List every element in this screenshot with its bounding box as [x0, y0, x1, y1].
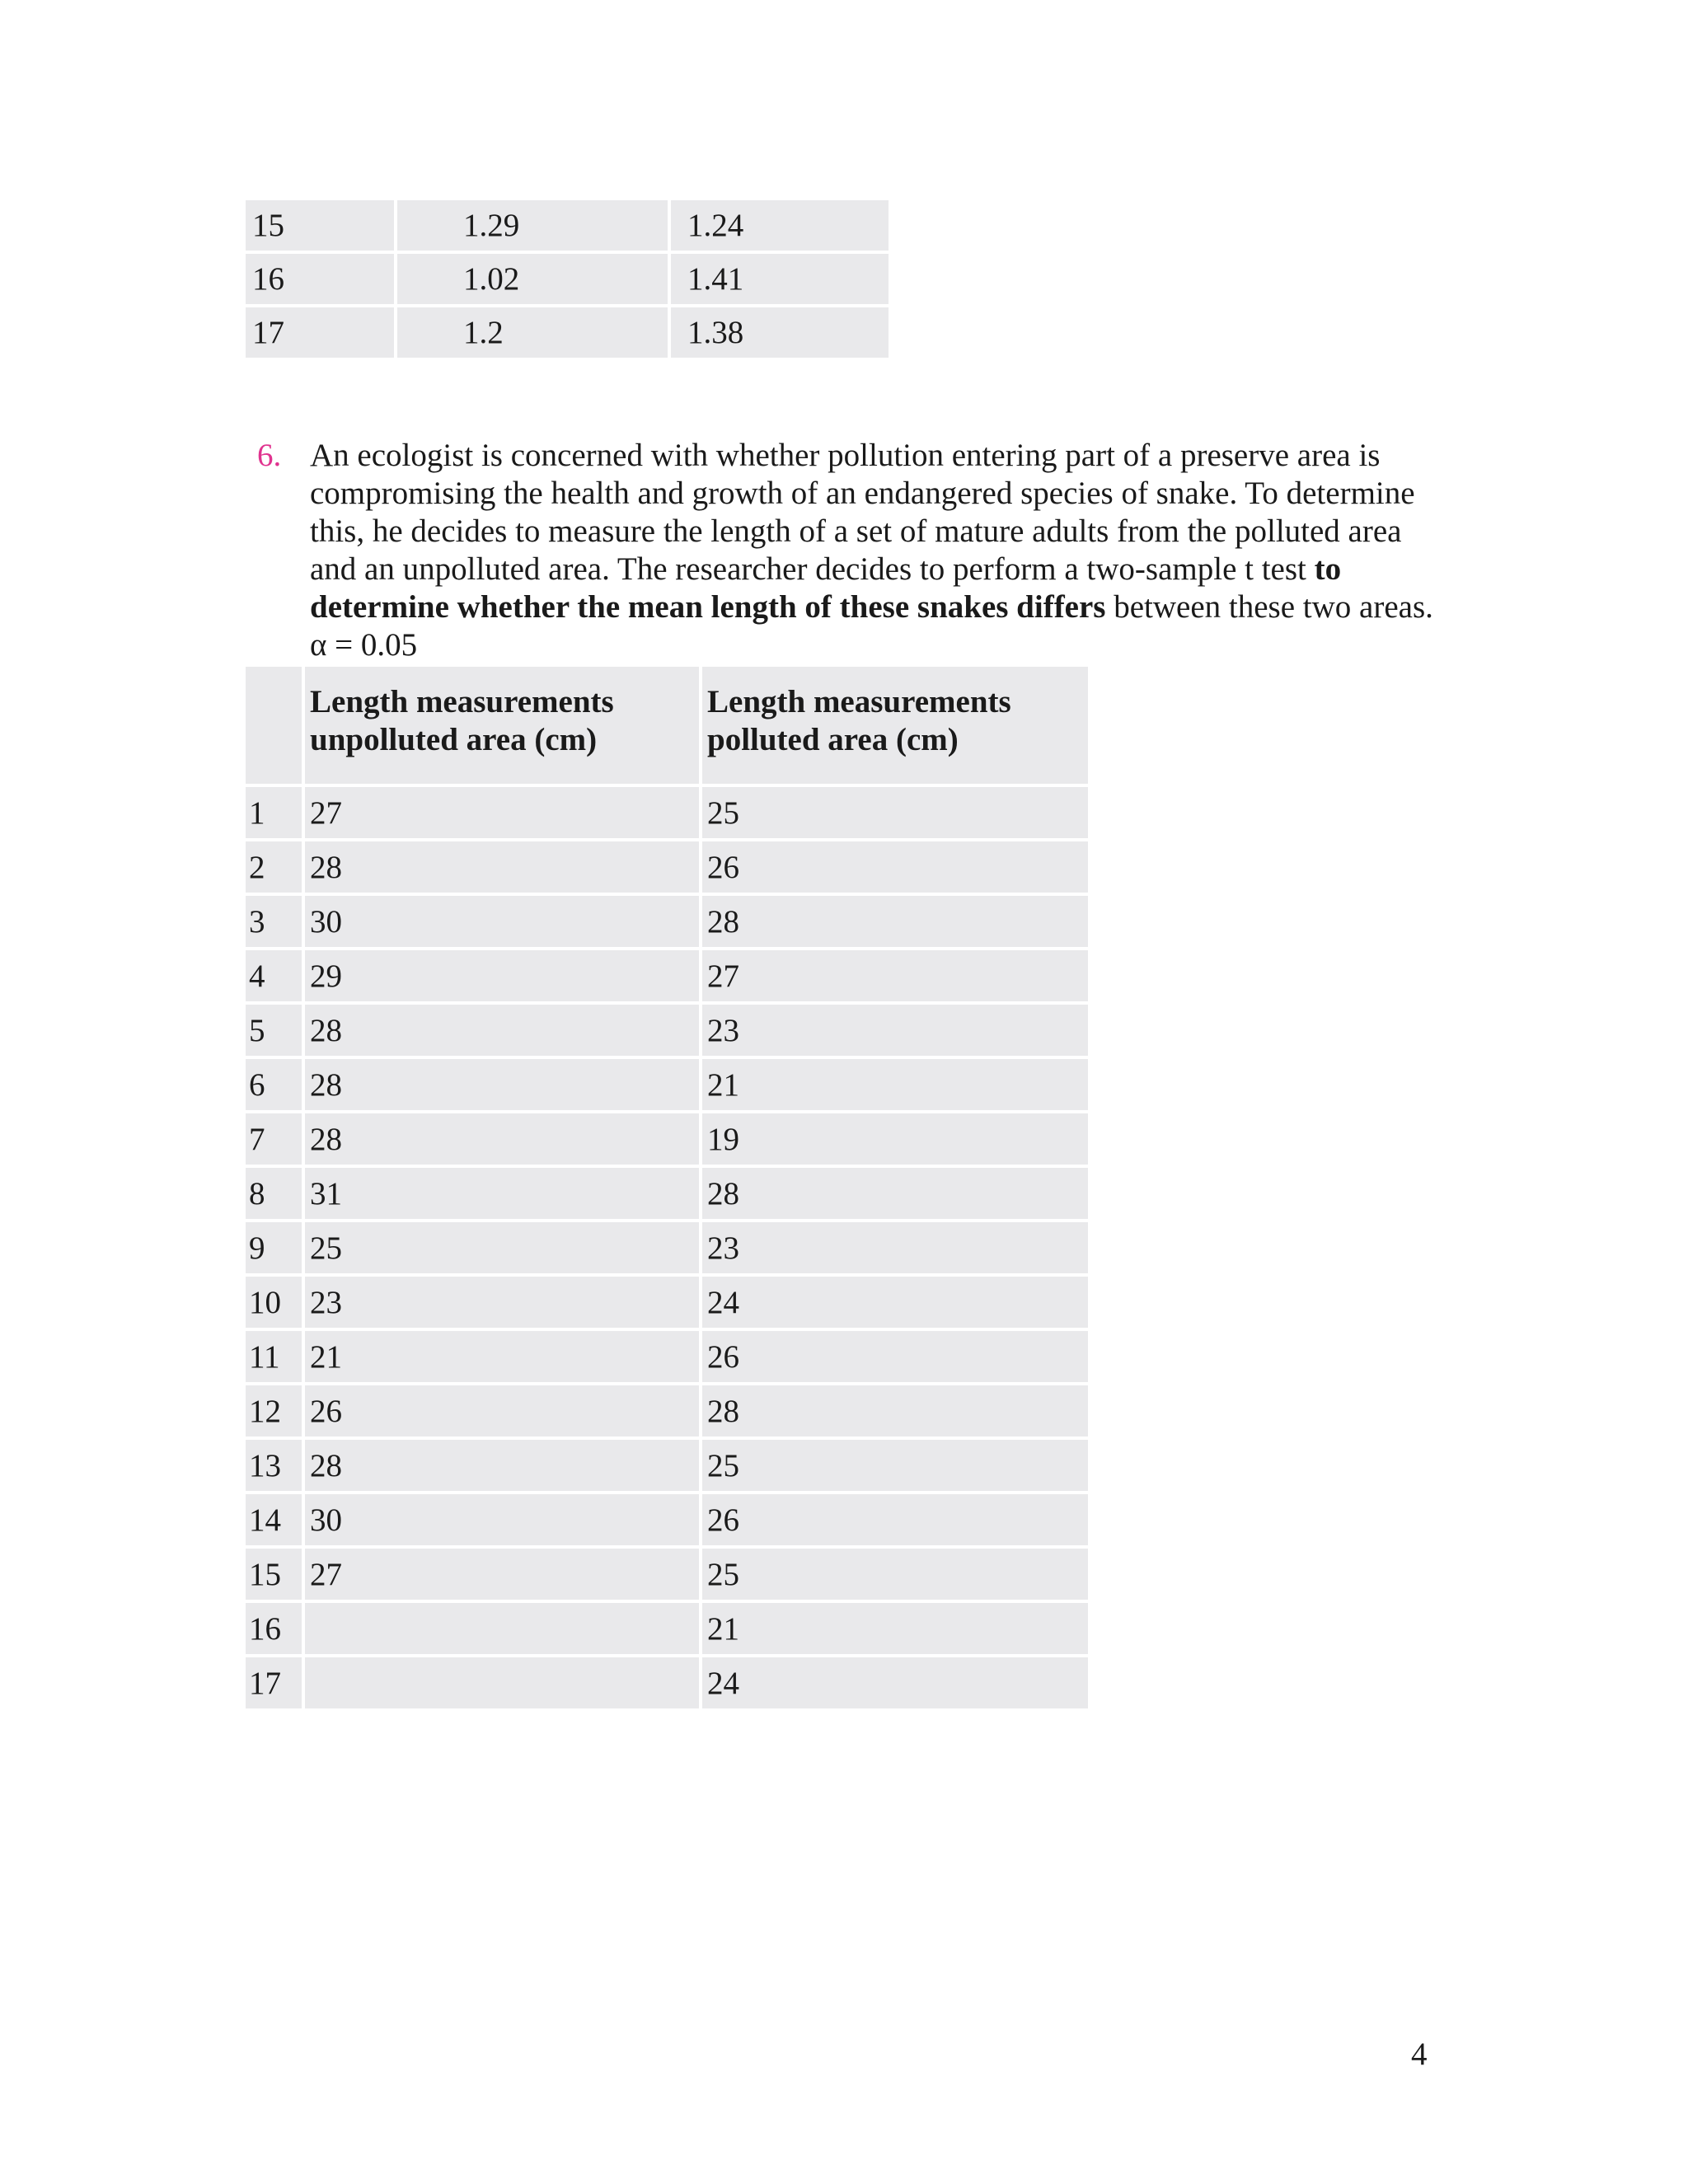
row-index-cell: 17	[246, 1657, 302, 1708]
table-cell: 16	[246, 254, 394, 304]
polluted-length-cell: 25	[702, 1549, 1088, 1600]
row-index-cell: 2	[246, 841, 302, 893]
unpolluted-length-cell: 28	[305, 1113, 699, 1165]
polluted-length-cell: 24	[702, 1657, 1088, 1708]
snake-length-table	[242, 663, 1091, 1712]
header-cell-index	[246, 667, 302, 784]
polluted-length-cell: 21	[702, 1059, 1088, 1110]
polluted-length-cell: 23	[702, 1222, 1088, 1273]
header-cell-polluted: Length measurements polluted area (cm)	[702, 667, 1088, 784]
table-row	[246, 254, 889, 304]
page-number: 4	[1411, 2036, 1428, 2072]
row-index-cell: 3	[246, 896, 302, 947]
row-index-cell: 5	[246, 1005, 302, 1056]
table-row	[246, 950, 1088, 1001]
unpolluted-length-cell: 27	[305, 787, 699, 838]
question-text-bold: to determine whether the mean length of these snakes differs	[310, 551, 1342, 625]
row-index-cell: 9	[246, 1222, 302, 1273]
table-row	[246, 200, 889, 251]
table-cell: 15	[246, 200, 394, 251]
unpolluted-length-cell: 23	[305, 1277, 699, 1328]
unpolluted-length-cell: 30	[305, 1494, 699, 1545]
row-index-cell: 4	[246, 950, 302, 1001]
table-row	[246, 1277, 1088, 1328]
table-row	[246, 787, 1088, 838]
table-row	[246, 1657, 1088, 1708]
alpha-value: α = 0.05	[310, 627, 418, 663]
table-header-row	[246, 667, 1088, 784]
question-text-part1: An ecologist is concerned with whether pollution entering part of a preserve area is compromising the health and growth of an endangered species of snake. To determine this, he decides to measure the length of a set of mature adults from the polluted area and an unpolluted area. The researcher decides to perform a two-sample t test	[310, 438, 1415, 587]
question-number: 6.	[257, 438, 282, 473]
row-index-cell: 11	[246, 1331, 302, 1382]
table-row	[246, 1005, 1088, 1056]
table-cell: 1.24	[671, 200, 889, 251]
unpolluted-length-cell: 28	[305, 1440, 699, 1491]
table-row	[246, 1440, 1088, 1491]
unpolluted-length-cell: 28	[305, 1005, 699, 1056]
unpolluted-length-cell: 26	[305, 1385, 699, 1436]
table-row	[246, 1168, 1088, 1219]
header-cell-unpolluted: Length measurements unpolluted area (cm)	[305, 667, 699, 784]
polluted-length-cell: 19	[702, 1113, 1088, 1165]
polluted-length-cell: 26	[702, 1494, 1088, 1545]
table-cell: 17	[246, 307, 394, 358]
table-cell: 1.29	[397, 200, 668, 251]
table-cell: 1.41	[671, 254, 889, 304]
polluted-length-cell: 25	[702, 787, 1088, 838]
polluted-length-cell: 24	[702, 1277, 1088, 1328]
unpolluted-length-cell: 28	[305, 841, 699, 893]
unpolluted-length-cell	[305, 1603, 699, 1654]
question-text-part2: between these two areas.	[1105, 589, 1433, 625]
question-6	[257, 437, 1444, 664]
unpolluted-length-cell: 28	[305, 1059, 699, 1110]
unpolluted-length-cell: 29	[305, 950, 699, 1001]
table-row	[246, 1059, 1088, 1110]
polluted-length-cell: 26	[702, 841, 1088, 893]
row-index-cell: 12	[246, 1385, 302, 1436]
table-row	[246, 1222, 1088, 1273]
polluted-length-cell: 28	[702, 1168, 1088, 1219]
row-index-cell: 16	[246, 1603, 302, 1654]
unpolluted-length-cell: 25	[305, 1222, 699, 1273]
polluted-length-cell: 28	[702, 896, 1088, 947]
table-cell: 1.38	[671, 307, 889, 358]
unpolluted-length-cell: 21	[305, 1331, 699, 1382]
table-row	[246, 896, 1088, 947]
row-index-cell: 13	[246, 1440, 302, 1491]
polluted-length-cell: 21	[702, 1603, 1088, 1654]
table-row	[246, 1494, 1088, 1545]
row-index-cell: 8	[246, 1168, 302, 1219]
row-index-cell: 1	[246, 787, 302, 838]
row-index-cell: 7	[246, 1113, 302, 1165]
table-row	[246, 1331, 1088, 1382]
table-cell: 1.02	[397, 254, 668, 304]
row-index-cell: 6	[246, 1059, 302, 1110]
row-index-cell: 14	[246, 1494, 302, 1545]
unpolluted-length-cell: 31	[305, 1168, 699, 1219]
polluted-length-cell: 27	[702, 950, 1088, 1001]
table-row	[246, 1603, 1088, 1654]
polluted-length-cell: 23	[702, 1005, 1088, 1056]
row-index-cell: 10	[246, 1277, 302, 1328]
table-row	[246, 1113, 1088, 1165]
unpolluted-length-cell: 27	[305, 1549, 699, 1600]
polluted-length-cell: 26	[702, 1331, 1088, 1382]
table-row	[246, 841, 1088, 893]
row-index-cell: 15	[246, 1549, 302, 1600]
unpolluted-length-cell: 30	[305, 896, 699, 947]
unpolluted-length-cell	[305, 1657, 699, 1708]
table-cell: 1.2	[397, 307, 668, 358]
question-text	[310, 437, 1444, 664]
polluted-length-cell: 28	[702, 1385, 1088, 1436]
table-row	[246, 1385, 1088, 1436]
table-row	[246, 307, 889, 358]
polluted-length-cell: 25	[702, 1440, 1088, 1491]
table-row	[246, 1549, 1088, 1600]
top-data-table	[242, 197, 892, 361]
